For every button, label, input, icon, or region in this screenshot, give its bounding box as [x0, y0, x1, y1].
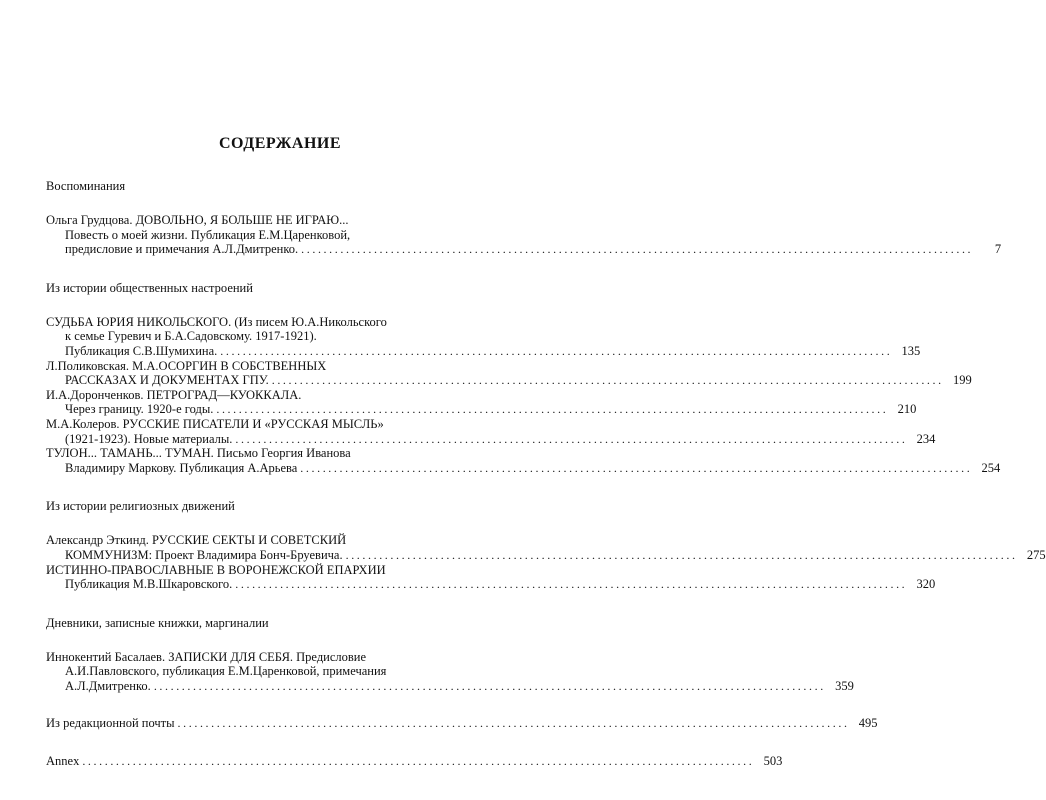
entry-last-line	[46, 242, 1002, 257]
entry-line: Александр Эткинд. РУССКИЕ СЕКТЫ И СОВЕТСКИЙ	[46, 533, 347, 548]
spacer	[46, 296, 512, 315]
page-number: 275	[1026, 547, 1046, 562]
entry-last-line	[46, 577, 936, 592]
toc-entry[interactable]	[46, 416, 936, 446]
entry-line: Публикация М.В.Шкаровского.	[65, 577, 233, 592]
page-number: 135	[901, 343, 921, 358]
toc-entry[interactable]	[46, 387, 917, 417]
entry-line: И.А.Доронченков. ПЕТРОГРАД—КУОККАЛА.	[46, 387, 302, 402]
entry-line: (1921-1923). Новые материалы.	[65, 431, 233, 446]
entry-line: ИСТИННО-ПРАВОСЛАВНЫЕ В ВОРОНЕЖСКОЙ ЕПАРХИИ	[46, 562, 386, 577]
entry-line: А.Л.Дмитренко.	[65, 678, 151, 693]
spacer	[46, 257, 512, 280]
dot-leader: ........................................................................................................................	[345, 547, 1018, 562]
entry-line: предисловие и примечания А.Л.Дмитренко.	[65, 242, 299, 257]
entry-line: РАССКАЗАХ И ДОКУМЕНТАХ ГПУ.	[65, 373, 269, 388]
toc-entry[interactable]	[46, 562, 936, 592]
entry-line: Публикация С.В.Шумихина.	[65, 343, 218, 358]
spacer	[46, 731, 512, 754]
dot-leader: ........................................................................................................................	[300, 460, 973, 475]
page-number: 320	[916, 577, 936, 592]
toc-entry[interactable]	[46, 649, 854, 694]
dot-leader: ........................................................................................................................	[177, 716, 850, 731]
page-number: 503	[763, 754, 783, 769]
page-number: 359	[835, 678, 854, 693]
page-number: 7	[994, 242, 1002, 257]
spacer	[46, 514, 512, 533]
spacer	[46, 693, 512, 716]
entry-last-line	[46, 547, 1046, 563]
entry-last-line	[46, 373, 972, 388]
entry-line: Annex	[46, 754, 80, 769]
dot-leader: ........................................................................................................................	[235, 577, 908, 592]
toc-entry[interactable]	[46, 314, 921, 359]
entry-line: ТУЛОН... ТАМАНЬ... ТУМАН. Письмо Георгия Иванова	[46, 446, 351, 461]
entry-line: Повесть о моей жизни. Публикация Е.М.Царенковой,	[65, 227, 351, 242]
spacer	[46, 592, 512, 615]
dot-leader: ........................................................................................................................	[220, 343, 893, 358]
entry-line: Владимиру Маркову. Публикация А.Арьева	[65, 460, 298, 475]
section-heading: Из истории религиозных движений	[46, 499, 235, 514]
spacer	[46, 194, 512, 213]
spacer	[46, 475, 512, 498]
entry-line: А.И.Павловского, публикация Е.М.Царенковой, примечания	[65, 664, 387, 679]
toc-entry[interactable]	[46, 213, 1002, 257]
dot-leader: ........................................................................................................................	[216, 402, 889, 417]
section-heading: Дневники, записные книжки, маргиналии	[46, 615, 269, 630]
page-title: СОДЕРЖАНИЕ	[218, 135, 342, 152]
page-number: 199	[952, 373, 972, 388]
section-heading: Из истории общественных настроений	[46, 280, 253, 295]
section-heading: Воспоминания	[46, 179, 126, 193]
entry-last-line	[46, 754, 783, 769]
page-number: 234	[916, 431, 936, 446]
dot-leader: ........................................................................................................................	[82, 754, 755, 769]
toc-entry[interactable]	[46, 446, 1001, 475]
spacer	[46, 631, 512, 650]
dot-leader: ........................................................................................................................	[235, 431, 908, 446]
entry-last-line	[46, 460, 1001, 476]
entry-last-line	[46, 343, 921, 359]
dot-leader: ........................................................................................................................	[153, 678, 826, 693]
toc-entry[interactable]	[46, 716, 878, 731]
entry-line: Из редакционной почты	[46, 716, 175, 731]
toc-entry[interactable]	[46, 358, 972, 388]
entry-line: СУДЬБА ЮРИЯ НИКОЛЬСКОГО. (Из писем Ю.А.Никольского	[46, 314, 387, 329]
page-number: 254	[981, 460, 1001, 475]
entry-line: Л.Поликовская. М.А.ОСОРГИН В СОБСТВЕННЫХ	[46, 358, 327, 373]
page-number: 495	[858, 716, 878, 731]
entry-line: КОММУНИЗМ: Проект Владимира Бонч-Бруевича.	[65, 547, 343, 562]
toc-entry[interactable]	[46, 754, 783, 769]
spacer	[46, 769, 512, 792]
entry-line: к семье Гуревич и Б.А.Садовскому. 1917-1921).	[65, 329, 317, 344]
entry-line: Иннокентий Басалаев. ЗАПИСКИ ДЛЯ СЕБЯ. Предисловие	[46, 649, 367, 664]
dot-leader: ........................................................................................................................	[301, 242, 974, 257]
entry-last-line	[46, 716, 878, 731]
page-number: 210	[897, 402, 917, 417]
dot-leader: ........................................................................................................................	[271, 373, 944, 388]
toc-entry[interactable]	[46, 533, 1046, 562]
entry-last-line	[46, 678, 854, 694]
entry-line: Через границу. 1920-е годы.	[65, 402, 214, 417]
entry-line: Ольга Грудцова. ДОВОЛЬНО, Я БОЛЬШЕ НЕ ИГРАЮ...	[46, 213, 349, 227]
table-of-contents	[46, 178, 1046, 792]
entry-last-line	[46, 402, 917, 417]
entry-last-line	[46, 431, 936, 447]
entry-line: М.А.Колеров. РУССКИЕ ПИСАТЕЛИ И «РУССКАЯ МЫСЛЬ»	[46, 416, 384, 431]
